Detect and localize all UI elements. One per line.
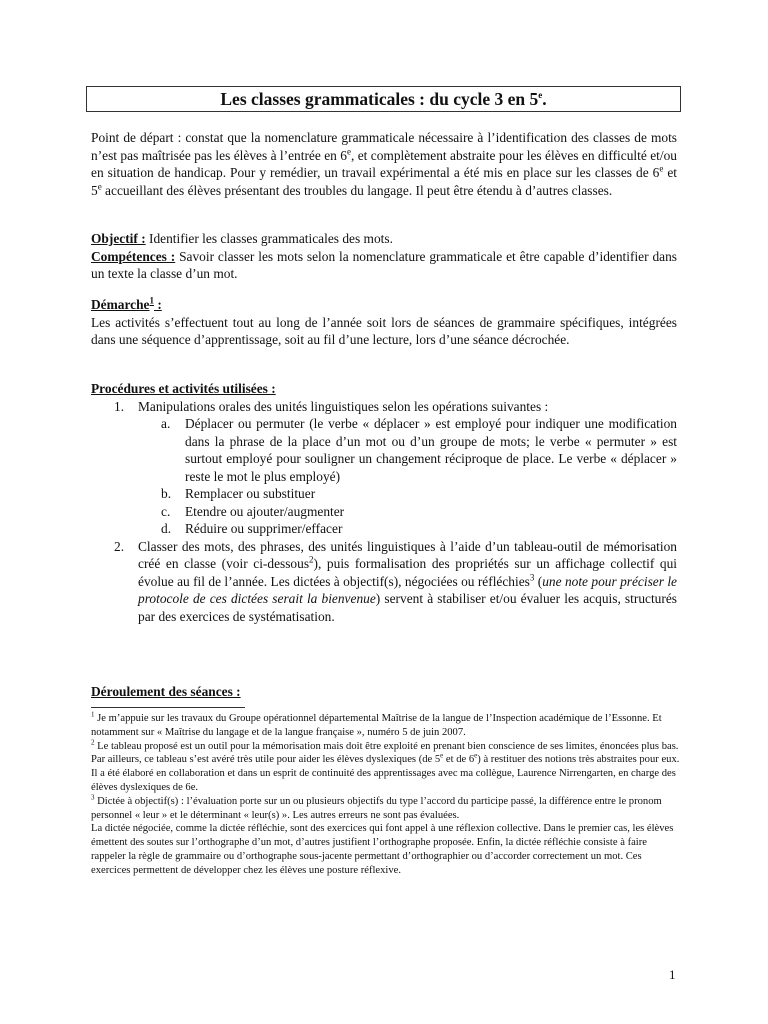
footnote-divider — [91, 707, 245, 708]
footnote-number: 2 — [91, 738, 95, 747]
objectif-text: Identifier les classes grammaticales des mots. — [145, 231, 393, 246]
competences-text: Savoir classer les mots selon la nomenclature grammaticale et être capable d’identifier dans un texte la classe d’un mot. — [91, 248, 677, 281]
footnote — [91, 795, 681, 823]
title-superscript: e — [538, 90, 543, 101]
footnote-text: ) à restituer des notions très abstraites pour eux. Il a été élaboré en collaboration et dans un esprit de continuité des apprentissages avec ma collègue, Laurence Nirrengarten, en charge des élèves dyslexiques de 6e. — [91, 754, 680, 793]
objectif-line — [91, 230, 677, 248]
sub-item-letter: c. — [161, 503, 171, 519]
item2-text-2: ), puis formalisation des propriétés sur un affichage collectif qui évolue au fil de l’année. Les dictées à objectif(s), négociées ou réfléchies — [138, 556, 677, 589]
objectif-label: Objectif : — [91, 231, 146, 246]
footnote-sup: e — [440, 751, 444, 760]
demarche-footnote-ref: 1 — [149, 295, 154, 306]
item2-text-3: ( — [534, 573, 543, 589]
footnote — [91, 712, 681, 740]
footnote-text: Le tableau proposé est un outil pour la mémorisation mais doit être exploité en prenant bien conscience de ses limites, énoncées plus bas. Par ailleurs, ce tableau s’est avéré très utile pour aider les élèves dyslexiques (de 5 — [91, 740, 679, 766]
footnotes — [91, 712, 681, 878]
sub-list-item — [138, 520, 677, 538]
demarche-colon: : — [154, 297, 162, 312]
sub-item-text: Remplacer ou substituer — [185, 486, 316, 501]
list-item-number: 1. — [114, 398, 125, 414]
sub-item-letter: d. — [161, 521, 172, 536]
sub-item-text: Réduire ou supprimer/effacer — [185, 521, 343, 536]
sub-list-item — [138, 485, 677, 503]
footnote-ref-2: 2 — [309, 554, 314, 565]
list-item-text: Manipulations orales des unités linguistiques selon les opérations suivantes : — [138, 398, 549, 414]
footnote-text: et de 6 — [443, 754, 475, 766]
intro-text-4: accueillant des élèves présentant des troubles du langage. Il peut être étendu à d’autres classes. — [101, 182, 613, 198]
list-item — [91, 538, 677, 626]
procedures-section — [91, 380, 677, 625]
demarche-heading — [91, 296, 677, 314]
procedures-list — [91, 398, 677, 626]
page-title — [86, 86, 681, 112]
sub-item-text: Déplacer ou permuter (le verbe « déplacer » est employé pour indiquer une modification dans la phrase de la place d’un mot ou d’un groupe de mots; le verbe « permuter » est surtout employé pour souligner un changement réciproque de place. Le verbe « déplacer » reste le mot le plus employé) — [185, 416, 677, 484]
objectives-section — [91, 230, 677, 283]
item2-text-4: ) servent à stabiliser et/ou évaluer les acquis, structurés par des exercices de systématisation. — [138, 591, 677, 624]
title-text: Les classes grammaticales : du cycle 3 en 5 — [220, 89, 539, 109]
competences-line — [91, 248, 677, 283]
demarche-text: Les activités s’effectuent tout au long de l’année soit lors de séances de grammaire spécifiques, intégrées dans une séquence d’apprentissage, soit au fil d’une lecture, lors d’une séance décrochée. — [91, 314, 677, 347]
item2-text-1: Classer des mots, des phrases, des unités linguistiques à l’aide d’un tableau-outil de mémorisation créé en classe (voir ci-dessous — [138, 538, 677, 571]
footnote — [91, 740, 681, 795]
demarche-label: Démarche — [91, 297, 150, 312]
footnote-number: 3 — [91, 793, 95, 802]
demarche-section — [91, 296, 677, 349]
footnote-text: Je m’appuie sur les travaux du Groupe opérationnel départemental Maîtrise de la langue de l’Inspection académique de l’Essonne. Et notamment sur « Maîtrise du langage et de la langue française », numéro 5 de juin 2007. — [91, 713, 662, 738]
sub-item-letter: b. — [161, 486, 172, 501]
footnote-sup: e — [474, 751, 478, 760]
list-item-text — [138, 538, 677, 626]
sub-item-text: Etendre ou ajouter/augmenter — [185, 503, 345, 519]
item2-italic-note: une note pour préciser le protocole de ces dictées serait la bienvenue — [138, 573, 677, 606]
footnote-text: La dictée négociée, comme la dictée réfléchie, sont des exercices qui font appel à une réflexion collective. Dans le premier cas, les élèves émettent des soutes sur l’orthographe d’un mot, d’autres justifient l’orthographe proposée. Enfin, la dictée réfléchie consiste à faire rappeler la règle de grammaire ou d’orthographe sous-jacente permettant d’orthographier ou d’accorder correctement un mot. Ces exercices permettent de développer chez les élèves une posture réflexive. — [91, 823, 674, 876]
footnote-number: 1 — [91, 710, 95, 719]
intro-sup-3: e — [97, 181, 102, 192]
intro-sup-2: e — [659, 163, 664, 174]
list-item — [91, 398, 677, 538]
intro-text-1: Point de départ : constat que la nomenclature grammaticale nécessaire à l’identification des classes de mots n’est pas maîtrisée pas les élèves à l’entrée en 6 — [91, 130, 677, 163]
page-number: 1 — [669, 967, 676, 982]
sub-item-letter: a. — [161, 416, 171, 431]
footnote-ref-3: 3 — [529, 572, 535, 583]
intro-text-2: , et complètement abstraite pour les élèves en difficulté et/ou en situation de handicap. Pour y remédier, un travail expérimental a été mis en place sur les classes de 6 — [91, 147, 677, 180]
title-end: . — [542, 89, 547, 109]
list-item-number: 2. — [114, 538, 125, 554]
intro-paragraph — [91, 129, 677, 199]
procedures-heading: Procédures et activités utilisées : — [91, 381, 276, 396]
deroulement-heading: Déroulement des séances : — [91, 684, 241, 699]
sub-list — [138, 415, 677, 538]
intro-sup-1: e — [346, 146, 351, 157]
sub-list-item — [138, 503, 677, 521]
footnote — [91, 822, 681, 877]
intro-text-3: et 5 — [91, 165, 677, 198]
competences-label: Compétences : — [91, 248, 176, 264]
sub-list-item — [138, 415, 677, 485]
footnote-text: Dictée à objectif(s) : l’évaluation porte sur un ou plusieurs objectifs du type l’accord du participe passé, la différence entre le pronom personnel « leur » et le déterminant « leur(s) ». Les autres erreurs ne sont pas évaluées. — [91, 795, 662, 821]
